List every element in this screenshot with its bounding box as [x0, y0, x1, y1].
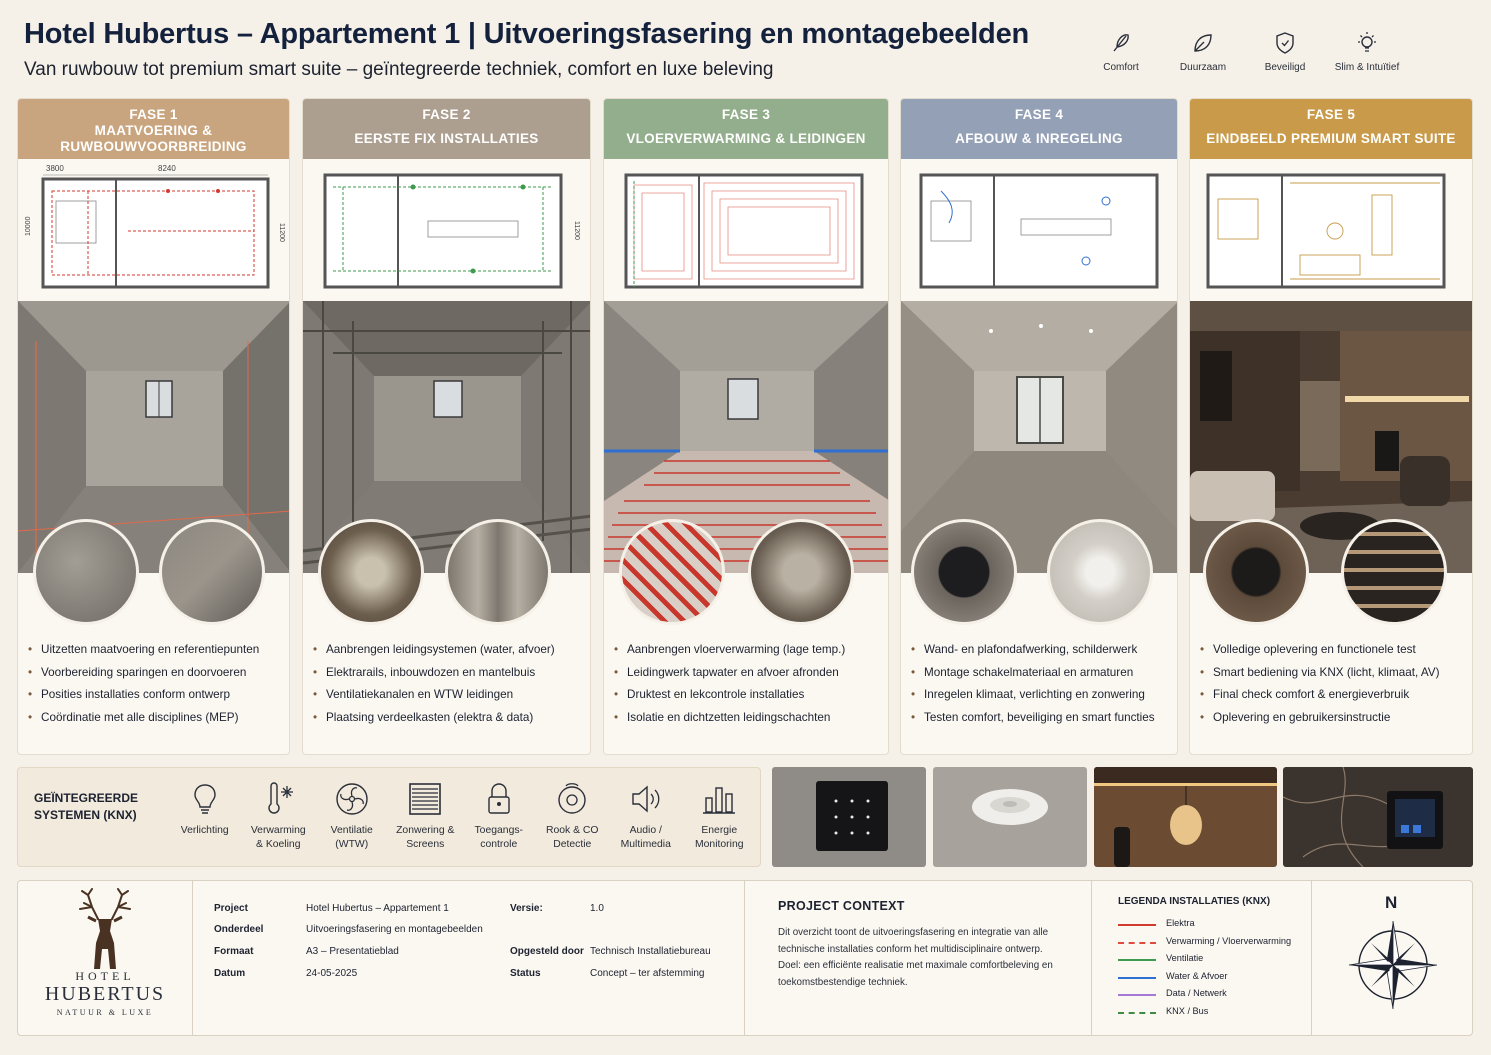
- meta-datum-value: 24-05-2025: [306, 968, 358, 979]
- phase-label: FASE 5: [1306, 107, 1356, 122]
- legend-line: [1118, 994, 1156, 996]
- phase-bullets: [614, 639, 882, 729]
- list-item: • Coördinatie met alle disciplines (MEP): [28, 707, 283, 730]
- list-item: • Elektrarails, inbouwdozen en mantelbuis: [313, 662, 584, 685]
- phase-card-4: [900, 98, 1178, 755]
- meta-status-value: Concept – ter afstemming: [590, 968, 705, 979]
- bulb-icon: [186, 780, 224, 818]
- detail-photo: [159, 519, 265, 625]
- phase-label: FASE 1: [129, 107, 178, 122]
- thumb-marble-panel: [1283, 767, 1473, 867]
- meta-formaat: [214, 946, 253, 957]
- list-item: • Leidingwerk tapwater en afvoer afronden: [614, 662, 882, 685]
- list-item: • Inregelen klimaat, verlichting en zonwering: [911, 684, 1171, 707]
- meta-opgesteld: [510, 946, 584, 957]
- knx-title-line: SYSTEMEN (KNX): [34, 808, 137, 822]
- knx-item-zonwering: [389, 780, 463, 852]
- phases-row: [17, 98, 1473, 755]
- legend-line: [1118, 942, 1156, 944]
- lock-icon: [480, 780, 518, 818]
- knx-label: Monitoring: [694, 839, 744, 850]
- legend-label: Verwarming / Vloerverwarming: [1166, 936, 1292, 946]
- detail-photo: [748, 519, 854, 625]
- knx-item-energie: [683, 780, 757, 852]
- detail-photo: [1341, 519, 1447, 625]
- fan-icon: [333, 780, 371, 818]
- list-item: • Uitzetten maatvoering en referentiepunten: [28, 639, 283, 662]
- dim-label: 10000: [25, 216, 32, 236]
- list-item: • Posities installaties conform ontwerp: [28, 684, 283, 707]
- knx-item-verwarming: [242, 780, 316, 852]
- title-block: [17, 880, 1473, 1036]
- shield-icon: [1272, 30, 1298, 56]
- phase-card-3: [603, 98, 889, 755]
- bar-chart-icon: [700, 780, 738, 818]
- meta-key: Status: [510, 968, 541, 979]
- dim-label: 3800: [46, 164, 64, 173]
- meta-project: [214, 903, 248, 914]
- badge-label: Comfort: [1103, 62, 1139, 73]
- badge-comfort: [1080, 30, 1162, 73]
- knx-title: [34, 790, 138, 824]
- value-badges: [1080, 30, 1408, 73]
- smoke-detector-icon: [553, 780, 591, 818]
- legend-title: LEGENDA INSTALLATIES (KNX): [1118, 896, 1271, 907]
- knx-label: Verlichting: [180, 825, 229, 836]
- meta-status: [510, 968, 541, 979]
- detail-photo: [911, 519, 1017, 625]
- phase-header: [901, 99, 1177, 159]
- phase-label: FASE 2: [422, 107, 471, 122]
- badge-label: Slim & Intuïtief: [1334, 62, 1400, 73]
- phase-bullets: [313, 639, 584, 729]
- phase-header: [604, 99, 888, 159]
- knx-items: [168, 780, 756, 852]
- divider: [744, 881, 745, 1035]
- meta-key: Opgesteld door: [510, 946, 584, 957]
- knx-label: Rook & CO: [545, 825, 599, 836]
- detail-photo: [318, 519, 424, 625]
- thumb-pendant-lamp: [1094, 767, 1277, 867]
- legend-label: Water & Afvoer: [1166, 971, 1228, 981]
- meta-key: Onderdeel: [214, 924, 264, 935]
- compass-north-label: N: [1385, 893, 1398, 912]
- phase-card-5: [1189, 98, 1473, 755]
- list-item: • Testen comfort, beveiliging en smart functies: [911, 707, 1171, 730]
- detail-photo: [619, 519, 725, 625]
- knx-label: Screens: [406, 839, 445, 850]
- floor-plan: [901, 161, 1178, 301]
- brand-name: HUBERTUS: [44, 983, 166, 1005]
- legend-line: [1118, 924, 1156, 926]
- phase-name: EINDBEELD PREMIUM SMART SUITE: [1206, 131, 1456, 146]
- thermometer-snowflake-icon: [259, 780, 297, 818]
- context-text: Dit overzicht toont de uitvoeringsfasering en integratie van alle technische installaties conform het multidisciplinaire ontwerp. Doel: een efficiënte realisatie met maximale comfortbeleving en toekomstbestendige techniek.: [778, 927, 1053, 988]
- knx-label: Toegangs-: [474, 825, 524, 836]
- detail-photo: [33, 519, 139, 625]
- lightbulb-icon: [1354, 30, 1380, 56]
- knx-item-audio: [609, 780, 683, 852]
- knx-systems-panel: [17, 767, 761, 867]
- header: [24, 18, 1084, 81]
- knx-item-rook: [536, 780, 610, 852]
- compass-rose-icon: [1343, 915, 1443, 1015]
- phase-header: [1190, 99, 1472, 159]
- meta-project-value: Hotel Hubertus – Appartement 1: [306, 903, 449, 914]
- legend-line: [1118, 959, 1156, 961]
- deer-logo-icon: [18, 885, 192, 971]
- divider: [1091, 881, 1092, 1035]
- knx-item-toegang: [462, 780, 536, 852]
- knx-title-line: GEÏNTEGREERDE: [34, 791, 139, 805]
- list-item: • Volledige oplevering en functionele test: [1200, 639, 1466, 662]
- legend-label: KNX / Bus: [1166, 1006, 1209, 1016]
- meta-versie: [510, 903, 543, 914]
- dim-label: 11200: [278, 223, 285, 242]
- blinds-icon: [406, 780, 444, 818]
- knx-label: Audio /: [629, 825, 662, 836]
- badge-beveiligd: [1244, 30, 1326, 73]
- knx-label: Detectie: [553, 839, 592, 850]
- phase-card-1: [17, 98, 290, 755]
- meta-key: Formaat: [214, 946, 254, 957]
- brand-name-top: HOTEL: [75, 969, 135, 983]
- brand-block: [18, 881, 192, 1035]
- meta-onderdeel-value: Uitvoeringsfasering en montagebeelden: [306, 924, 483, 935]
- floor-plan: [1190, 161, 1473, 301]
- knx-label: controle: [480, 839, 518, 850]
- phase-bullets: [28, 639, 283, 729]
- list-item: • Oplevering en gebruikersinstructie: [1200, 707, 1466, 730]
- knx-label: (WTW): [335, 839, 369, 850]
- floor-plan: [303, 161, 591, 301]
- floor-plan: [604, 161, 889, 301]
- knx-item-verlichting: [168, 780, 242, 852]
- phase-header: [18, 99, 289, 159]
- floor-plan: [18, 161, 290, 301]
- meta-versie-value: 1.0: [590, 903, 604, 914]
- phase-name: MAATVOERING & RUWBOUWVOORBREIDING: [60, 123, 247, 154]
- knx-label: Verwarming: [250, 825, 306, 836]
- page-title: Hotel Hubertus – Appartement 1 | Uitvoeringsfasering en montagebeelden: [24, 18, 1030, 50]
- leaf-icon: [1190, 30, 1216, 56]
- knx-label: Zonwering &: [396, 825, 455, 836]
- list-item: • Wand- en plafondafwerking, schilderwerk: [911, 639, 1171, 662]
- divider: [192, 881, 193, 1035]
- dim-label: 8240: [158, 164, 176, 173]
- phase-card-2: [302, 98, 591, 755]
- speaker-icon: [627, 780, 665, 818]
- phase-bullets: [911, 639, 1171, 729]
- page-subtitle: Van ruwbouw tot premium smart suite – geïntegreerde techniek, comfort en luxe beleving: [24, 59, 774, 80]
- phase-bullets: [1200, 639, 1466, 729]
- list-item: • Final check comfort & energieverbruik: [1200, 684, 1466, 707]
- meta-onderdeel: [214, 924, 263, 935]
- meta-key: Versie:: [510, 903, 543, 914]
- list-item: • Smart bediening via KNX (licht, klimaat, AV): [1200, 662, 1466, 685]
- divider: [1311, 881, 1312, 1035]
- list-item: • Isolatie en dichtzetten leidingschachten: [614, 707, 882, 730]
- list-item: • Ventilatiekanalen en WTW leidingen: [313, 684, 584, 707]
- legend-label: Elektra: [1166, 918, 1195, 928]
- badge-label: Duurzaam: [1179, 62, 1227, 73]
- list-item: • Montage schakelmateriaal en armaturen: [911, 662, 1171, 685]
- dim-label: 11200: [573, 221, 580, 240]
- meta-datum: [214, 968, 245, 979]
- detail-photo: [1203, 519, 1309, 625]
- knx-label: Multimedia: [620, 839, 671, 850]
- knx-label: Energie: [701, 825, 738, 836]
- context-title: PROJECT CONTEXT: [778, 899, 905, 913]
- phase-header: [303, 99, 590, 159]
- meta-opgesteld-value: Technisch Installatiebureau: [590, 946, 711, 957]
- legend-line: [1118, 1012, 1156, 1014]
- phase-name: AFBOUW & INREGELING: [955, 131, 1123, 146]
- brand-tagline: NATUUR & LUXE: [56, 1008, 154, 1017]
- phase-label: FASE 4: [1014, 107, 1064, 122]
- badge-slim: [1326, 30, 1408, 73]
- meta-formaat-value: A3 – Presentatieblad: [306, 946, 399, 957]
- meta-key: Project: [214, 903, 248, 914]
- phase-label: FASE 3: [721, 107, 771, 122]
- detail-photo: [1047, 519, 1153, 625]
- knx-item-ventilatie: [315, 780, 389, 852]
- list-item: • Druktest en lekcontrole installaties: [614, 684, 882, 707]
- thumb-smoke-detector: [933, 767, 1087, 867]
- list-item: • Plaatsing verdeelkasten (elektra & data): [313, 707, 584, 730]
- badge-duurzaam: [1162, 30, 1244, 73]
- legend-label: Data / Netwerk: [1166, 988, 1227, 998]
- phase-name: EERSTE FIX INSTALLATIES: [354, 131, 539, 146]
- meta-key: Datum: [214, 968, 246, 979]
- detail-photo: [445, 519, 551, 625]
- phase-name: VLOERVERWARMING & LEIDINGEN: [626, 131, 866, 146]
- list-item: • Aanbrengen vloerverwarming (lage temp.): [614, 639, 882, 662]
- legend-label: Ventilatie: [1166, 953, 1204, 963]
- list-item: • Aanbrengen leidingsystemen (water, afvoer): [313, 639, 584, 662]
- feather-icon: [1108, 30, 1134, 56]
- knx-label: & Koeling: [256, 839, 301, 850]
- thumb-knx-panel: [772, 767, 926, 867]
- list-item: • Voorbereiding sparingen en doorvoeren: [28, 662, 283, 685]
- knx-label: Ventilatie: [330, 825, 373, 836]
- badge-label: Beveiligd: [1264, 62, 1306, 73]
- legend-line: [1118, 977, 1156, 979]
